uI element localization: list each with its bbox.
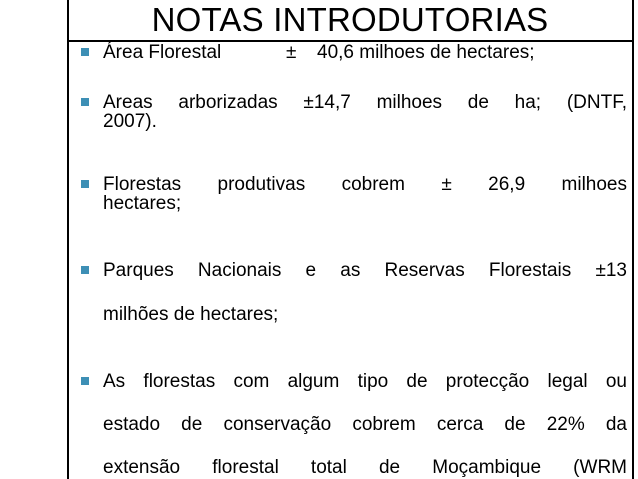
bullet-florestas-proteccao-line-2: estado de conservação cobrem cerca de 22% da (103, 414, 627, 435)
square-bullet-icon (81, 180, 89, 188)
bullet-areas-arborizadas-line-1: Areas arborizadas ±14,7 milhoes de ha; (DNTF, (103, 92, 627, 113)
bullet-areas-arborizadas-line-2: 2007). (103, 111, 157, 132)
bullet-parques-nacionais (103, 261, 627, 324)
bullet-florestas-proteccao-line-3: extensão florestal total de Moçambique (WRM (103, 457, 627, 478)
bullet-area-florestal-plusminus: ± (286, 42, 297, 63)
bullet-areas-arborizadas (103, 93, 627, 131)
bullet-area-florestal-value: 40,6 milhoes de hectares; (317, 42, 535, 63)
slide-title: NOTAS INTRODUTORIAS (151, 1, 549, 38)
bullet-florestas-produtivas (103, 175, 627, 213)
bullet-florestas-produtivas-line-2: hectares; (103, 193, 182, 214)
square-bullet-icon (81, 98, 89, 106)
bullet-area-florestal (103, 43, 627, 65)
square-bullet-icon (81, 377, 89, 385)
square-bullet-icon (81, 48, 89, 56)
square-bullet-icon (81, 266, 89, 274)
bullet-florestas-proteccao (103, 372, 627, 477)
bullet-florestas-proteccao-line-1: As florestas com algum tipo de protecção legal ou (103, 371, 627, 392)
bullet-area-florestal-label: Área Florestal (103, 42, 222, 63)
left-border-line (67, 0, 69, 479)
bullet-florestas-produtivas-line-1: Florestas produtivas cobrem ± 26,9 milhoes (103, 174, 627, 195)
bullet-parques-nacionais-line-2: milhões de hectares; (103, 304, 279, 325)
bullet-parques-nacionais-line-1: Parques Nacionais e as Reservas Florestais ±13 (103, 260, 627, 281)
right-border-line (632, 0, 634, 479)
